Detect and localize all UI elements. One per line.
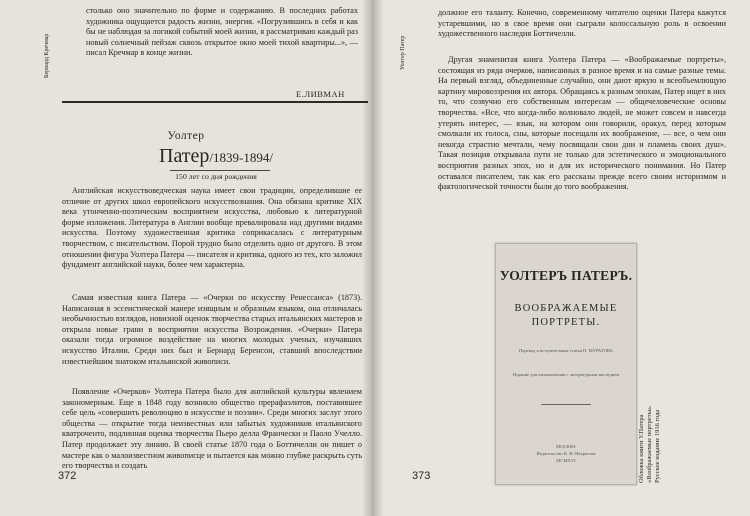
left-running-header: Бернард Кречмар bbox=[44, 33, 50, 78]
cover-caption: Обложка книги У.Патера «Воображаемые портреты». Русское издание 1916 года bbox=[638, 405, 661, 483]
article-title bbox=[60, 145, 372, 168]
intro-paragraph: столько оно значительно по форме и содержанию. В последних работах художника ощущается радость жизни, энергия. «Погрузившись в себя и как бы не наблюдая за логикой событий моей жизни, я рассматриваю каждый раз новый солнечный пейзаж сквозь открытое окно моей тихой квартиры...», — писал Кречмар в конце жизни. bbox=[86, 6, 358, 58]
cover-title-line1: ВООБРАЖАЕМЫЕ bbox=[514, 303, 618, 314]
cover-divider bbox=[541, 404, 591, 405]
book-cover-image bbox=[495, 243, 637, 485]
cover-title bbox=[496, 302, 636, 330]
article-signature: Е.ЛИВМАН bbox=[296, 89, 345, 99]
right-paragraph-2: Другая знаменитая книга Уолтера Патера — «Воображаемые портреты», состоящая из ряда очерков, написанных в разное время и на самые разные темы. На первый взгляд, объединенные случайно, они дают яркую и всеобъемлющую картину мировоззрения их автора. Обращаясь к разным эпохам, Патер ищет в них то, что созвучно его собственным интересам — общечеловеческие основы творчества. «Все, что когда-либо волновало людей, не может совсем и навсегда утерять интерес, — язык, на котором они говорили, оракул, перед которым смолкали их голоса, сны, которые посещали их воображение, — все, о чем они некогда страстно мечтали, чему посвящали свои дни и пламень своих душ». Такая позиция открывала пути не только для эстетического и эмоционального восприятия разных эпох, но и для их исторического понимания. Но Патер оставался писателем, так как его рассказы прежде всего своим историзмом и фактологической точности были до того воображения. bbox=[438, 55, 726, 192]
body-paragraph-1: Английская искусствоведческая наука имеет свои традиции, определившие ее отличие от других школ европейского искусствознания. Она обязана критике XIX века утонченно-поэтическим восприятием искусства, любовью к литературной форме изложения. Литература в Англии вообще превалировала над другими видами искусства. Поэтому художественная критика соприкасалась с литературным творчеством, с писательством. Порой трудно было отделить одно от другого. В этом отношении фигура Уолтера Патера — писателя и критика, одного из тех, кто заложил фундамент английской науки, более чем характерна. bbox=[62, 186, 362, 270]
body-paragraph-2: Самая известная книга Патера — «Очерки по искусству Ренессанса» (1873). Написанная в эссеистической манере изящным и образным языком, она отличалась необычностью взглядов, новизной оценок творчества старых итальянских мастеров и открыла новые грани в восприятии искусства Возрождения. «Очерки» Патера оказали тогда огромное воздействие на многих молодых ученых, изучавших искусство Италии. Среди них был и Бернард Беренсон, ставший впоследствии известнейшим знатоком итальянской живописи. bbox=[62, 293, 362, 366]
page-number-right: 373 bbox=[412, 470, 431, 482]
body-paragraph-3: Появление «Очерков» Уолтера Патера было для английской культуры явлением закономерным. Еще в 1848 году возникло общество прерафаэлитов, поставившее себе цель «совершить революцию в искусстве и поэзии». Среди многих заслуг этого общества — открытие тогда неизвестных или забытых художников итальянского кватроченто, подлинная оценка творчества Пьеро делла Франчески и Паоло Учелло. Патер продолжает эту линию. В своей статье 1870 года о Боттичелли он пишет о мастере как о малоизвестном живописце и пытается как можно глубже раскрыть суть его творчества и создать bbox=[62, 387, 362, 471]
cover-city: МОСКВА bbox=[556, 444, 576, 449]
title-underline bbox=[170, 170, 270, 171]
section-divider bbox=[62, 101, 368, 103]
cover-note: Издание для ознакомления с литературным наследием bbox=[512, 372, 620, 377]
author-dates: /1839-1894/ bbox=[209, 150, 273, 165]
right-running-header: Уолтер Патер bbox=[400, 35, 406, 70]
left-page bbox=[0, 0, 372, 516]
cover-translator: Перевод и вступительная статья П. МУРАТОВА bbox=[519, 348, 613, 353]
right-paragraph-1: должное его таланту. Конечно, современному читателю оценки Патера кажутся устаревшими, но в свое время они сыграли колоссальную роль в освоении художественного наследия Боттичелли. bbox=[438, 8, 726, 39]
cover-title-line2: ПОРТРЕТЫ. bbox=[531, 317, 601, 328]
anniversary-subtitle: 150 лет со дня рождения bbox=[175, 172, 257, 181]
cover-year: MCMXVI bbox=[556, 458, 576, 463]
cover-author: УОЛТЕРЪ ПАТЕРЪ. bbox=[499, 268, 633, 283]
author-first-name: Уолтер bbox=[167, 130, 205, 142]
book-gutter bbox=[362, 0, 384, 516]
author-last-name: Патер bbox=[159, 145, 210, 167]
cover-publisher: Издательство К. Ф. Некрасова bbox=[536, 451, 596, 456]
page-number-left: 372 bbox=[58, 470, 77, 482]
